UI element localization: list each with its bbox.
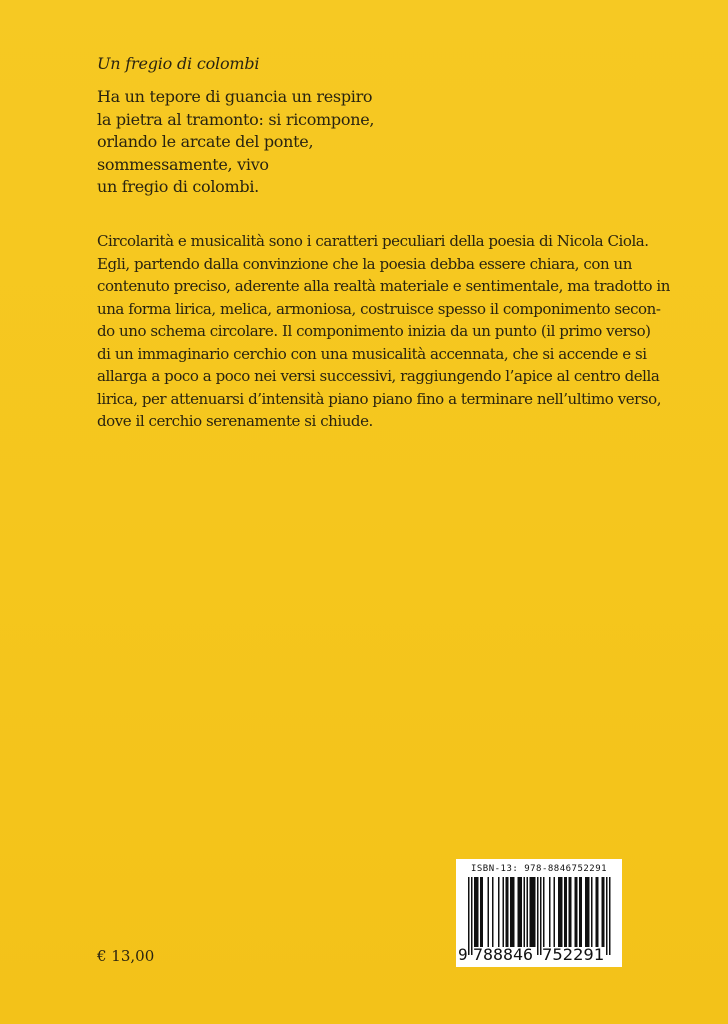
barcode-bar: [609, 877, 611, 955]
barcode-bar: [591, 877, 593, 947]
blurb-line: una forma lirica, melica, armoniosa, costruisce spesso il componimento secon-: [97, 299, 661, 318]
barcode-digits-left: 788846: [473, 945, 533, 964]
barcode-bar: [468, 877, 470, 955]
barcode-bar: [480, 877, 483, 947]
poem: [97, 86, 374, 199]
barcode-bar: [524, 877, 526, 947]
barcode-bar: [474, 877, 479, 947]
poem-line: Ha un tepore di guancia un respiro: [97, 87, 373, 106]
barcode-bar: [569, 877, 572, 947]
blurb-line: allarga a poco a poco nei versi successivi, raggiungendo l’apice al centro della: [97, 367, 660, 385]
barcode-bar: [503, 877, 505, 947]
poem-line: sommessamente, vivo: [97, 154, 269, 174]
barcode-bars: [456, 859, 622, 967]
barcode-bar: [518, 877, 523, 947]
barcode-bar: [527, 877, 529, 947]
barcode-bar: [492, 877, 494, 947]
barcode-bar-group: [468, 877, 611, 955]
poem-line: un fregio di colombi.: [97, 177, 259, 196]
barcode-bar: [537, 877, 539, 955]
barcode-bar: [554, 877, 556, 947]
blurb-line: Egli, partendo dalla convinzione che la poesia debba essere chiara, con un: [97, 254, 632, 273]
barcode-digits-right: 752291: [542, 945, 604, 964]
blurb-paragraph: [97, 230, 670, 433]
isbn-label: ISBN-13: 978-8846752291: [470, 864, 608, 874]
price-label: € 13,00: [97, 947, 155, 965]
poem-title: Un fregio di colombi: [97, 54, 260, 73]
blurb-line: dove il cerchio serenamente si chiude.: [97, 412, 373, 430]
blurb-line: Circolarità e musicalità sono i caratteri peculiari della poesia di Nicola Ciola.: [97, 232, 649, 250]
blurb-line: lirica, per attenuarsi d’intensità piano piano fino a terminare nell’ultimo verso,: [97, 389, 662, 408]
barcode-bar: [564, 877, 567, 947]
barcode-bar: [506, 877, 509, 947]
barcode-bar: [471, 877, 473, 955]
barcode-bar: [602, 877, 605, 947]
poem-line: orlando le arcate del ponte,: [97, 132, 314, 151]
barcode-bar: [579, 877, 582, 947]
barcode-bar: [606, 877, 608, 955]
blurb-line: do uno schema circolare. Il componimento inizia da un punto (il primo verso): [97, 322, 651, 340]
barcode-bar: [543, 877, 545, 947]
barcode-bar: [596, 877, 599, 947]
barcode-digit-first: 9: [458, 945, 468, 964]
barcode-bar: [549, 877, 551, 947]
barcode-bar: [558, 877, 563, 947]
barcode-bar: [530, 877, 536, 947]
barcode-bar: [575, 877, 578, 947]
barcode-bar: [585, 877, 590, 947]
barcode-bar: [540, 877, 542, 955]
poem-line: la pietra al tramonto: si ricompone,: [97, 109, 375, 129]
barcode-bar: [488, 877, 490, 947]
blurb-line: contenuto preciso, aderente alla realtà materiale e sentimentale, ma tradotto in: [97, 277, 670, 295]
barcode-bar: [498, 877, 500, 947]
barcode-bar: [510, 877, 515, 947]
blurb-line: di un immaginario cerchio con una musicalità accennata, che si accende e si: [97, 344, 647, 363]
isbn-barcode: [456, 859, 622, 967]
